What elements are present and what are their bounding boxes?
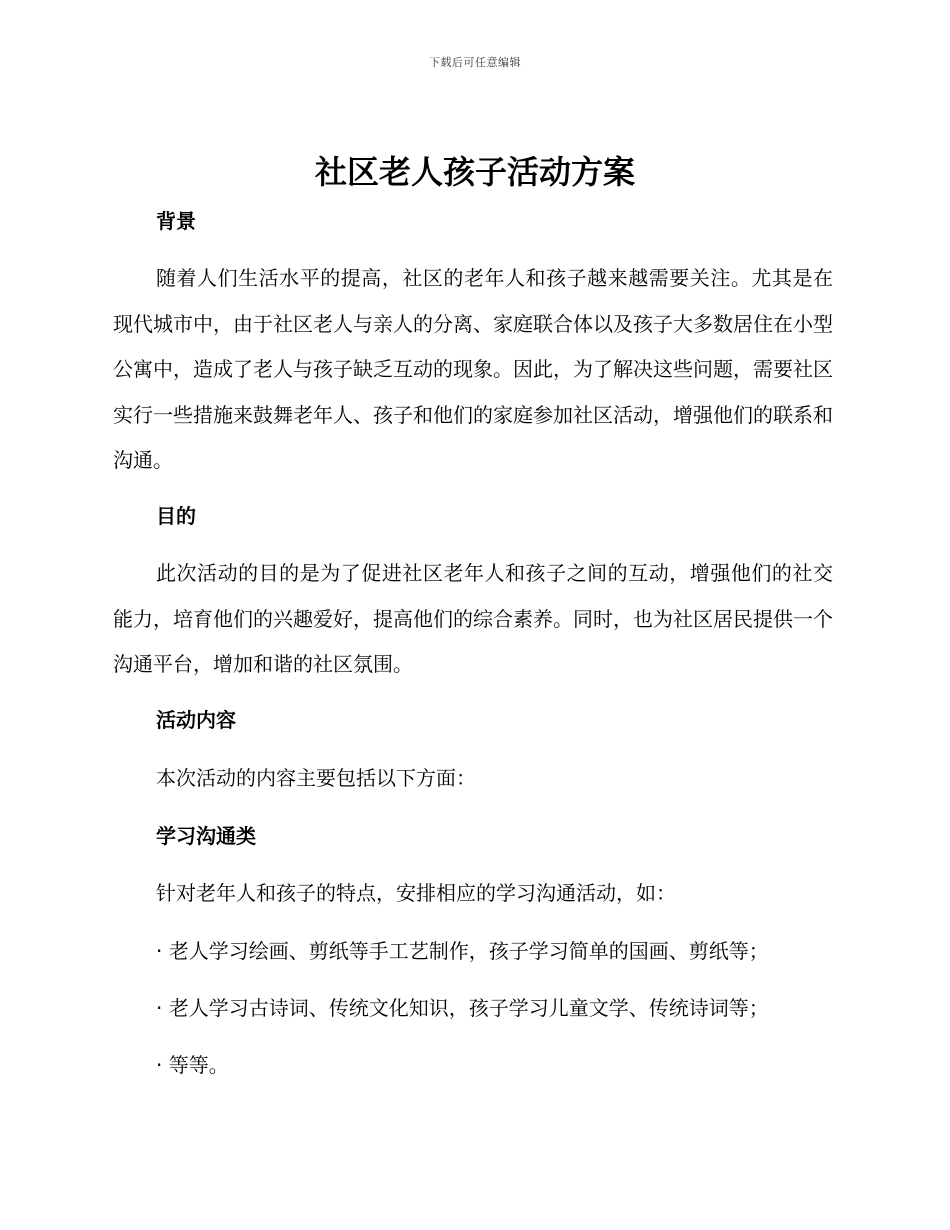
section-intro-learning: 针对老年人和孩子的特点，安排相应的学习沟通活动，如： [156, 881, 676, 905]
section-body-purpose: 此次活动的目的是为了促进社区老年人和孩子之间的互动，增强他们的社交能力，培育他们的兴趣爱好，提高他们的综合素养。同时，也为社区居民提供一个沟通平台，增加和谐的社区氛围。 [113, 561, 833, 676]
section-body-background: 随着人们生活水平的提高，社区的老年人和孩子越来越需要关注。尤其是在现代城市中，由于社区老人与亲人的分离、家庭联合体以及孩子大多数居住在小型公寓中，造成了老人与孩子缺乏互动的现象。因此，为了解决这些问题，需要社区实行一些措施来鼓舞老年人、孩子和他们的家庭参加社区活动，增强他们的联系和沟通。 [113, 266, 833, 472]
section-heading-learning: 学习沟通类 [156, 824, 256, 848]
section-heading-purpose: 目的 [156, 504, 196, 528]
section-heading-content: 活动内容 [156, 708, 236, 732]
document-title: 社区老人孩子活动方案 [314, 153, 635, 191]
list-item: · 老人学习绘画、剪纸等手工艺制作，孩子学习简单的国画、剪纸等； [156, 939, 769, 963]
list-item: · 老人学习古诗词、传统文化知识，孩子学习儿童文学、传统诗词等； [156, 996, 769, 1020]
page-header-note: 下载后可任意编辑 [429, 56, 521, 69]
section-intro-content: 本次活动的内容主要包括以下方面： [156, 766, 476, 790]
section-heading-background: 背景 [156, 209, 196, 233]
list-item: · 等等。 [156, 1053, 229, 1077]
